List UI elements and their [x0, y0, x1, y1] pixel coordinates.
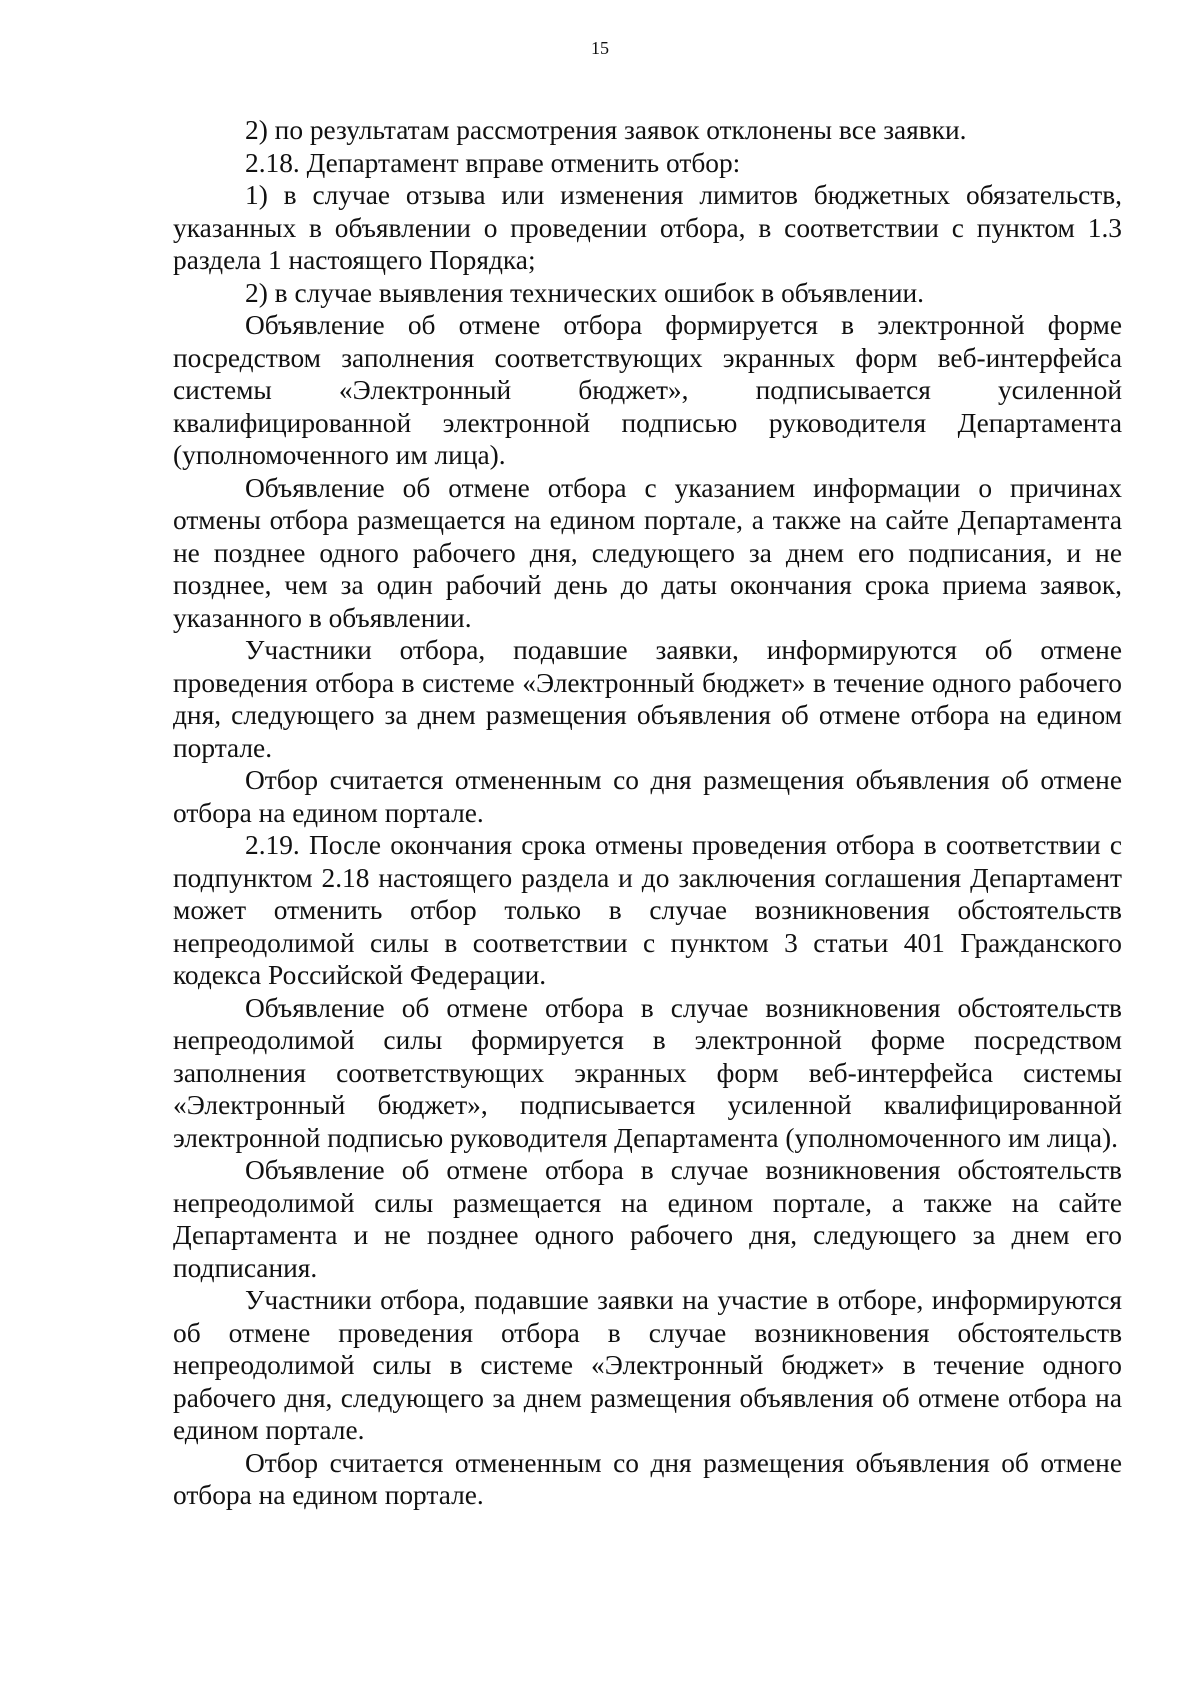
paragraph-cancellation-notice-publication: Объявление об отмене отбора с указанием информации о причинах отмены отбора размещается на едином портале, а также на сайте Департамента не позднее одного рабочего дня, следующего за днем его подписания, и не позднее, чем за один рабочий день до даты окончания срока приема заявок, указанного в объявлении. — [173, 472, 1122, 633]
paragraph-2-19: 2.19. После окончания срока отмены проведения отбора в соответствии с подпунктом 2.18 настоящего раздела и до заключения соглашения Департамент может отменить отбор только в случае возникновения обстоятельств непреодолимой силы в соответствии с пунктом 3 статьи 401 Гражданского кодекса Российской Федерации. — [173, 830, 1122, 990]
paragraph-force-majeure-participants-notification: Участники отбора, подавшие заявки на участие в отборе, информируются об отмене проведения отбора в случае возникновения обстоятельств непреодолимой силы в системе «Электронный бюджет» в течение одного рабочего дня, следующего за днем размещения объявления об отмене отбора на едином портале. — [173, 1285, 1122, 1445]
paragraph-2-18-heading: 2.18. Департамент вправе отменить отбор: — [245, 147, 741, 178]
paragraph-force-majeure-cancelled-date: Отбор считается отмененным со дня размещения объявления об отмене отбора на едином портале. — [173, 1447, 1122, 1510]
paragraph-selection-cancelled-date: Отбор считается отмененным со дня размещения объявления об отмене отбора на едином портале. — [173, 765, 1122, 828]
paragraph-participants-notification: Участники отбора, подавшие заявки, информируются об отмене проведения отбора в системе «Электронный бюджет» в течение одного рабочего дня, следующего за днем размещения объявления об отмене отбора на едином портале. — [173, 635, 1122, 763]
document-body — [173, 114, 1122, 1512]
paragraph-2-18-item-1: 1) в случае отзыва или изменения лимитов бюджетных обязательств, указанных в объявлении о проведении отбора, в соответствии с пунктом 1.3 раздела 1 настоящего Порядка; — [173, 180, 1122, 275]
paragraph-force-majeure-notice-publication: Объявление об отмене отбора в случае возникновения обстоятельств непреодолимой силы размещается на едином портале, а также на сайте Департамента и не позднее одного рабочего дня, следующего за днем его подписания. — [173, 1155, 1122, 1283]
page-number: 15 — [591, 38, 609, 58]
paragraph-2-18-item-2: 2) в случае выявления технических ошибок в объявлении. — [245, 277, 925, 308]
paragraph-2-17-item-2: 2) по результатам рассмотрения заявок отклонены все заявки. — [245, 115, 967, 145]
paragraph-force-majeure-notice-formation: Объявление об отмене отбора в случае возникновения обстоятельств непреодолимой силы формируется в электронной форме посредством заполнения соответствующих экранных форм веб-интерфейса системы «Электронный бюджет», подписывается усиленной квалифицированной электронной подписью руководителя Департамента (уполномоченного им лица). — [173, 992, 1122, 1153]
paragraph-cancellation-notice-formation: Объявление об отмене отбора формируется в электронной форме посредством заполнения соответствующих экранных форм веб-интерфейса системы «Электронный бюджет», подписывается усиленной квалифицированной электронной подписью руководителя Департамента (уполномоченного им лица). — [173, 310, 1122, 470]
